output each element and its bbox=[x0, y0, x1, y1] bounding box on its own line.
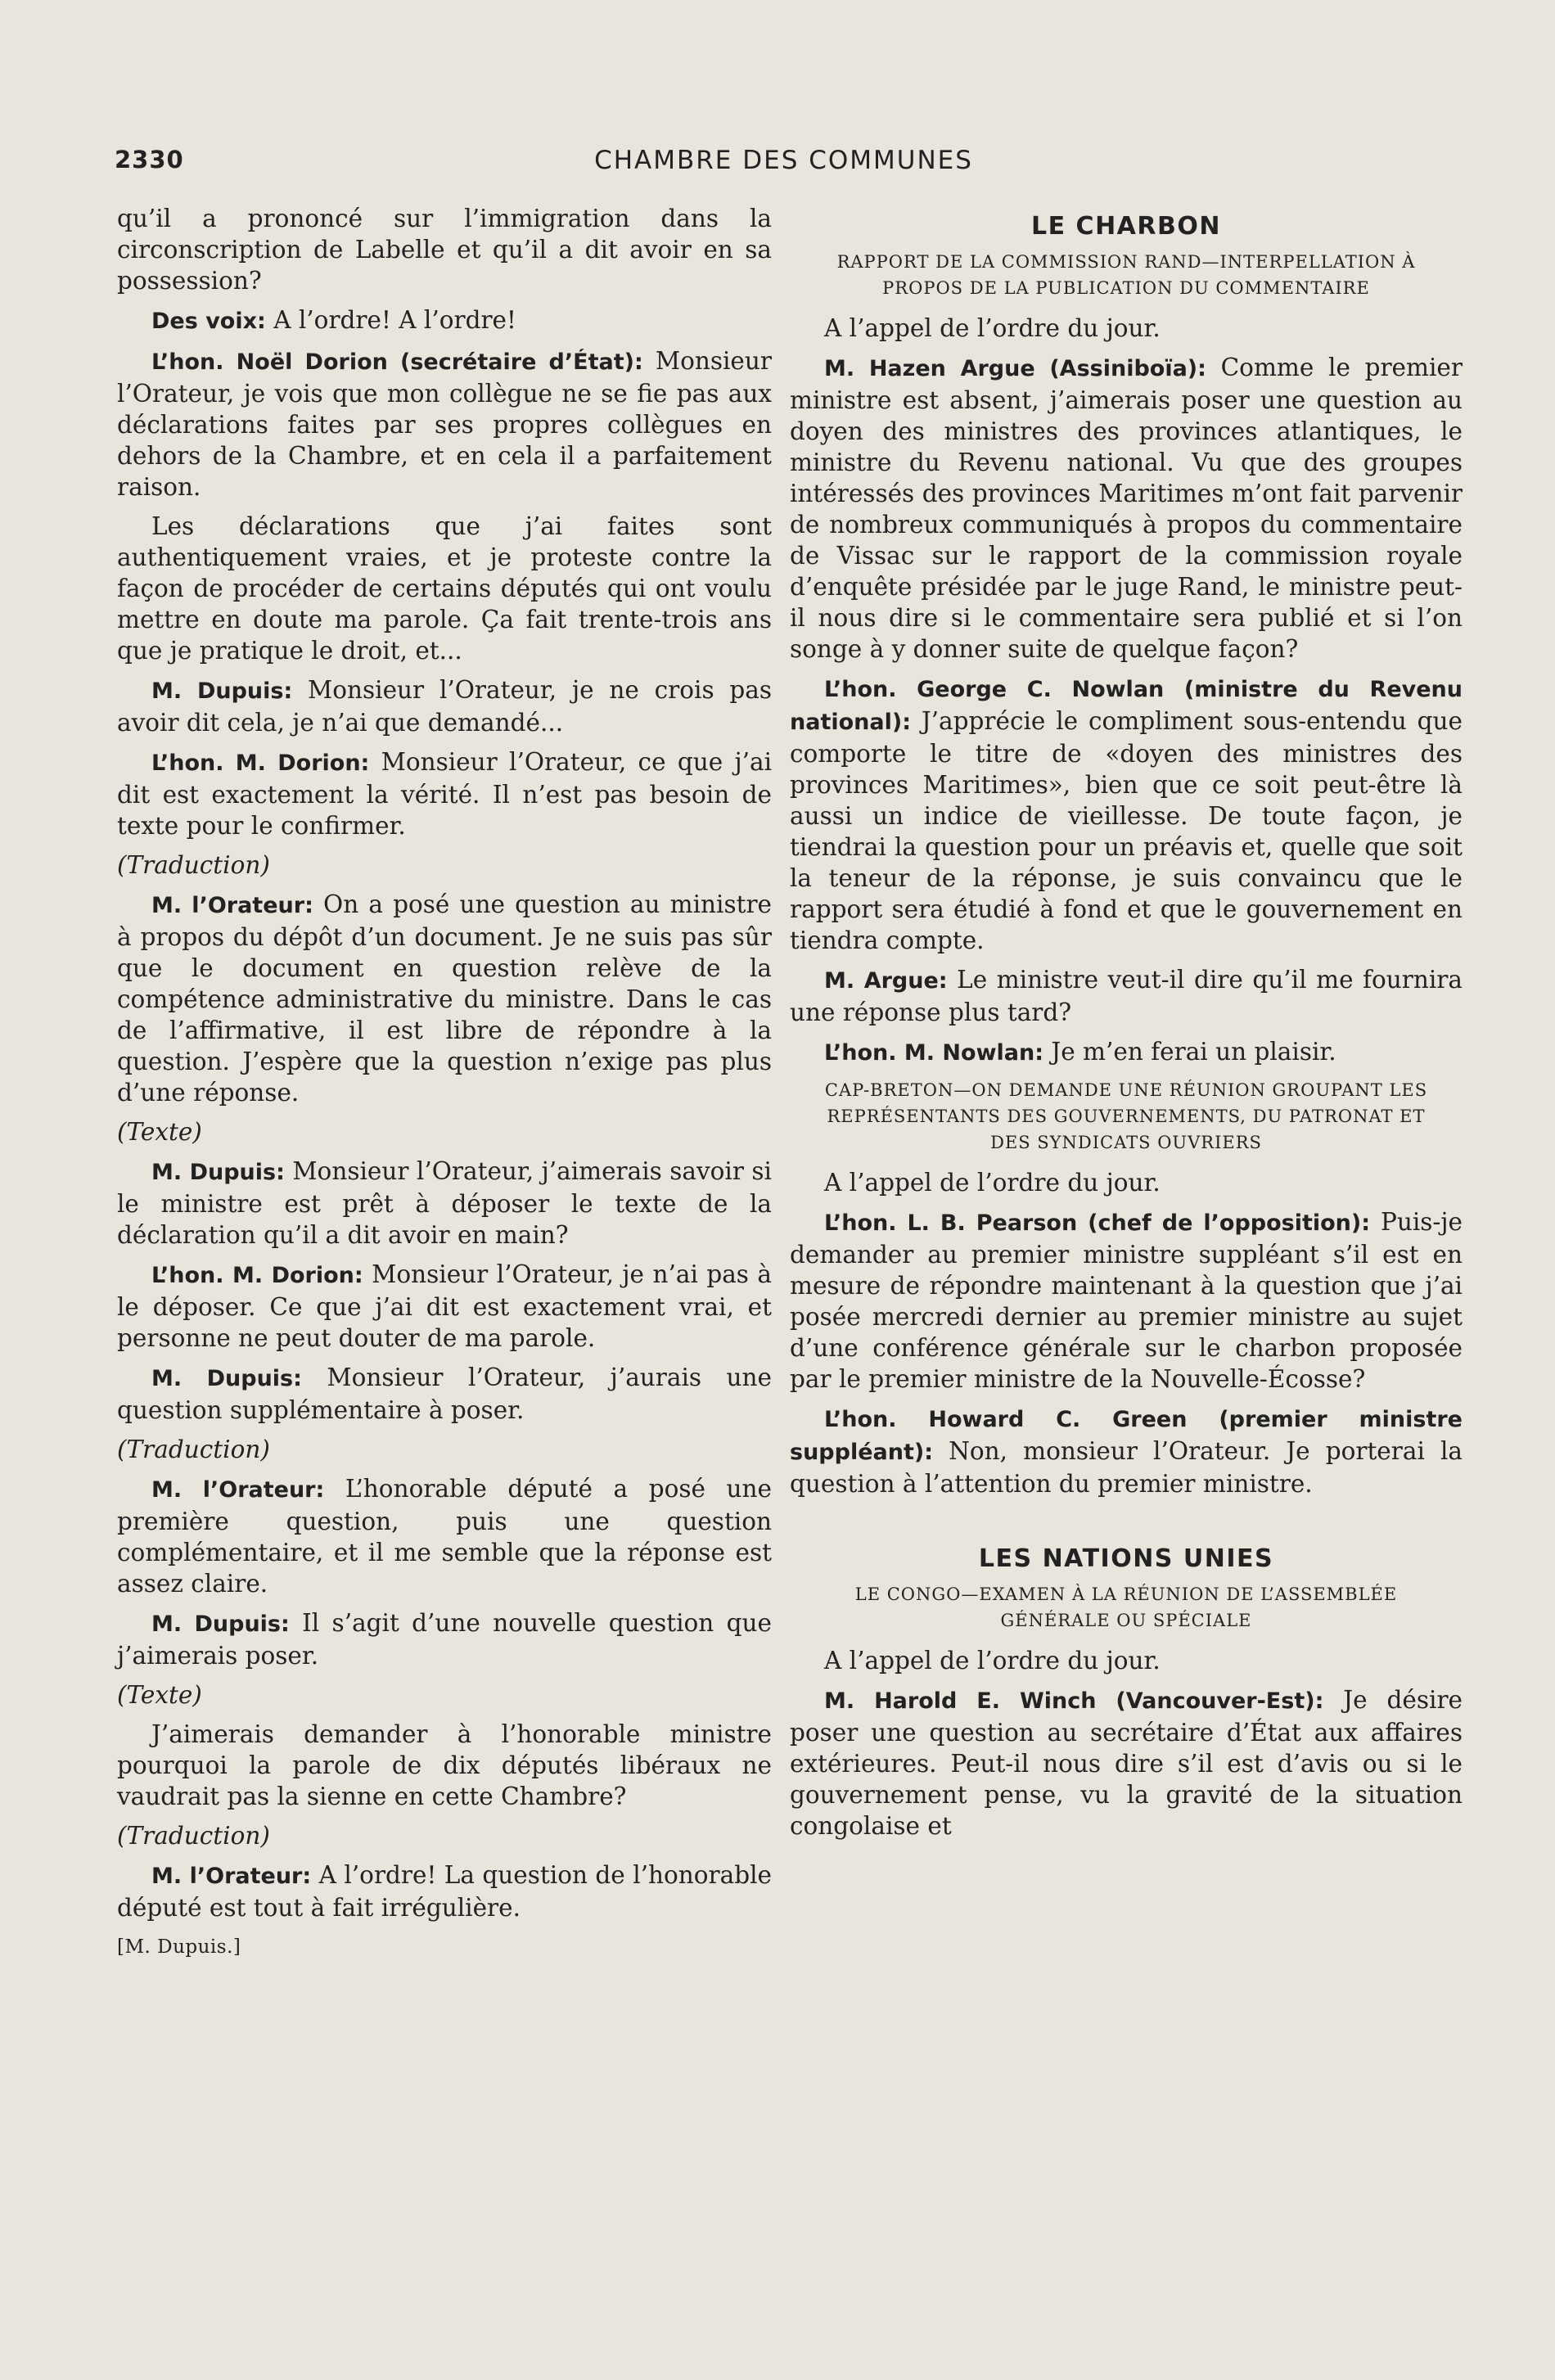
speaker-name: M. Dupuis: bbox=[151, 1160, 285, 1185]
paragraph bbox=[790, 964, 1463, 1028]
speaker-name: L’hon. George C. Nowlan (ministre du Revenu national): bbox=[790, 677, 1463, 735]
speaker-name: L’hon. L. B. Pearson (chef de l’opposition): bbox=[824, 1210, 1371, 1236]
speaker-name: L’hon. Howard C. Green (premier ministre suppléant): bbox=[790, 1407, 1463, 1465]
paragraph bbox=[790, 1206, 1463, 1395]
subsection-heading: RAPPORT DE LA COMMISSION RAND—INTERPELLATION À PROPOS DE LA PUBLICATION DU COMMENTAIRE bbox=[836, 252, 1416, 298]
paragraph: A l’appel de l’ordre du jour. bbox=[824, 1169, 1161, 1197]
speech-text: On a posé une question au ministre à propos du dépôt d’un document. Je ne suis pas sûr que le document en question relève de la compétence administrative du ministre. Dans le cas de l’affirmative, il est libre de répondre à la question. J’espère que la question n’exige pas plus d’une réponse. bbox=[117, 890, 773, 1107]
speech-text: A l’ordre! La question de l’honorable député est tout à fait irrégulière. bbox=[117, 1861, 772, 1922]
speech-text: Monsieur l’Orateur, je ne crois pas avoir dit cela, je n’ai que demandé... bbox=[117, 676, 772, 737]
section-heading: LE CHARBON bbox=[1031, 212, 1221, 241]
speaker-name: L’hon. M. Dorion: bbox=[151, 1263, 363, 1288]
speech-text: Monsieur l’Orateur, je n’ai pas à le déposer. Ce que j’ai dit est exactement vrai, et personne ne peut douter de ma parole. bbox=[117, 1260, 772, 1352]
paragraph: Les déclarations que j’ai faites sont authentiquement vraies, et je proteste contre la façon de procéder de certains députés qui ont voulu mettre en doute ma parole. Ça fait trente-trois ans que je pratique le droit, et... bbox=[117, 512, 772, 665]
paragraph bbox=[790, 1684, 1463, 1841]
running-title: CHAMBRE DES COMMUNES bbox=[594, 146, 973, 175]
translation-note: (Traduction) bbox=[117, 1822, 270, 1850]
subsection-heading: CAP-BRETON—ON DEMANDE UNE RÉUNION GROUPANT LES REPRÉSENTANTS DES GOUVERNEMENTS, DU PATRONAT ET DES SYNDICATS OUVRIERS bbox=[824, 1080, 1428, 1152]
speech-text: Puis-je demander au premier ministre suppléant s’il est en mesure de répondre maintenant à la question que j’ai posée mercredi dernier au premier ministre au sujet d’une conférence générale sur le charbon proposée par le premier ministre de la Nouvelle-Écosse? bbox=[790, 1208, 1463, 1393]
speaker-name: M. l’Orateur: bbox=[151, 1477, 325, 1503]
paragraph: A l’appel de l’ordre du jour. bbox=[824, 1647, 1161, 1675]
paragraph bbox=[117, 304, 772, 337]
paragraph bbox=[117, 674, 772, 738]
paragraph bbox=[790, 673, 1463, 956]
text-note: (Texte) bbox=[117, 1118, 202, 1146]
paragraph bbox=[790, 1036, 1463, 1069]
paragraph: qu’il a prononcé sur l’immigration dans la circonscription de Labelle et qu’il a dit avoir en sa possession? bbox=[117, 205, 772, 295]
speaker-name: M. Dupuis: bbox=[151, 1611, 290, 1637]
paragraph bbox=[790, 352, 1463, 665]
section-heading: LES NATIONS UNIES bbox=[978, 1544, 1274, 1573]
speaker-name: Des voix: bbox=[151, 309, 266, 334]
paragraph bbox=[117, 1859, 772, 1923]
running-header bbox=[115, 146, 1453, 187]
paragraph: A l’appel de l’ordre du jour. bbox=[824, 314, 1161, 342]
speech-text: Monsieur l’Orateur, je vois que mon collègue ne se fie pas aux déclarations faites par ses propres collègues en dehors de la Chambre, et en cela il a parfaitement raison. bbox=[117, 347, 772, 501]
paragraph bbox=[790, 1403, 1463, 1499]
speaker-name: M. Argue: bbox=[824, 968, 948, 994]
paragraph bbox=[117, 889, 772, 1108]
speech-text: L’honorable député a posé une première question, puis une question complémentaire, et il me semble que la réponse est assez claire. bbox=[117, 1475, 773, 1598]
speech-text: Non, monsieur l’Orateur. Je porterai la question à l’attention du premier ministre. bbox=[790, 1437, 1463, 1498]
speech-text: Je désire poser une question au secrétaire d’État aux affaires extérieures. Peut-il nous dire s’il est d’avis ou si le gouvernement pense, vu la gravité de la situation congolaise et bbox=[790, 1686, 1463, 1840]
speech-text: Comme le premier ministre est absent, j’aimerais poser une question au doyen des ministres des provinces atlantiques, le ministre du Revenu national. Vu que des groupes intéressés des provinces Maritimes m’ont fait parvenir de nombreux communiqués à propos du commentaire de Vissac sur le rapport de la commission royale d’enquête présidée par le juge Rand, le ministre peut-il nous dire si le commentaire sera publié et si l’on songe à y donner suite de quelque façon? bbox=[790, 354, 1463, 663]
paragraph bbox=[117, 746, 772, 841]
paragraph bbox=[117, 1362, 772, 1426]
paragraph bbox=[117, 1473, 772, 1599]
speaker-name: L’hon. M. Nowlan: bbox=[824, 1040, 1044, 1066]
speaker-name: M. Dupuis: bbox=[151, 678, 293, 704]
speech-text: Je m’en ferai un plaisir. bbox=[1043, 1038, 1336, 1066]
right-column bbox=[790, 203, 1463, 1850]
paragraph bbox=[117, 1156, 772, 1251]
page-number: 2330 bbox=[115, 146, 184, 174]
speaker-name: M. l’Orateur: bbox=[151, 1864, 312, 1889]
speaker-name: M. Dupuis: bbox=[151, 1366, 302, 1391]
paragraph bbox=[117, 345, 772, 503]
speaker-name: M. Harold E. Winch (Vancouver-Est): bbox=[824, 1688, 1324, 1714]
paragraph: J’aimerais demander à l’honorable ministre pourquoi la parole de dix députés libéraux ne vaudrait pas la sienne en cette Chambre? bbox=[117, 1720, 772, 1810]
speaker-name: L’hon. M. Dorion: bbox=[151, 751, 370, 776]
speech-text: Le ministre veut-il dire qu’il me fournira une réponse plus tard? bbox=[790, 966, 1463, 1026]
speech-text: A l’ordre! A l’ordre! bbox=[265, 306, 516, 334]
speaker-name: L’hon. Noël Dorion (secrétaire d’État): bbox=[151, 349, 643, 375]
translation-note: (Traduction) bbox=[117, 1436, 270, 1463]
speech-text: Monsieur l’Orateur, j’aurais une question supplémentaire à poser. bbox=[117, 1364, 772, 1424]
subsection-heading: LE CONGO—EXAMEN À LA RÉUNION DE L’ASSEMBLÉE GÉNÉRALE OU SPÉCIALE bbox=[854, 1584, 1398, 1630]
speech-text: Monsieur l’Orateur, j’aimerais savoir si le ministre est prêt à déposer le texte de la déclaration qu’il a dit avoir en main? bbox=[117, 1157, 772, 1249]
speech-text: Il s’agit d’une nouvelle question que j’aimerais poser. bbox=[117, 1609, 772, 1670]
speaker-name: M. l’Orateur: bbox=[151, 893, 313, 918]
spacer bbox=[790, 1508, 1463, 1535]
text-note: (Texte) bbox=[117, 1681, 202, 1709]
translation-note: (Traduction) bbox=[117, 851, 270, 879]
speech-text: Monsieur l’Orateur, ce que j’ai dit est exactement la vérité. Il n’est pas besoin de texte pour le confirmer. bbox=[117, 748, 773, 840]
paragraph bbox=[117, 1259, 772, 1354]
left-column bbox=[117, 203, 772, 1963]
signature-note: [M. Dupuis.] bbox=[117, 1936, 241, 1958]
speech-text: J’apprécie le compliment sous-entendu que comporte le titre de «doyen des ministres des provinces Maritimes», bien que ce soit peut-être là aussi un indice de vieillesse. De toute façon, je tiendrai la question pour un préavis et, quelle que soit la teneur de la réponse, je suis convaincu que le rapport sera étudié à fond et que le gouvernement en tiendra compte. bbox=[790, 707, 1463, 954]
speaker-name: M. Hazen Argue (Assiniboïa): bbox=[824, 356, 1206, 381]
paragraph bbox=[117, 1607, 772, 1671]
